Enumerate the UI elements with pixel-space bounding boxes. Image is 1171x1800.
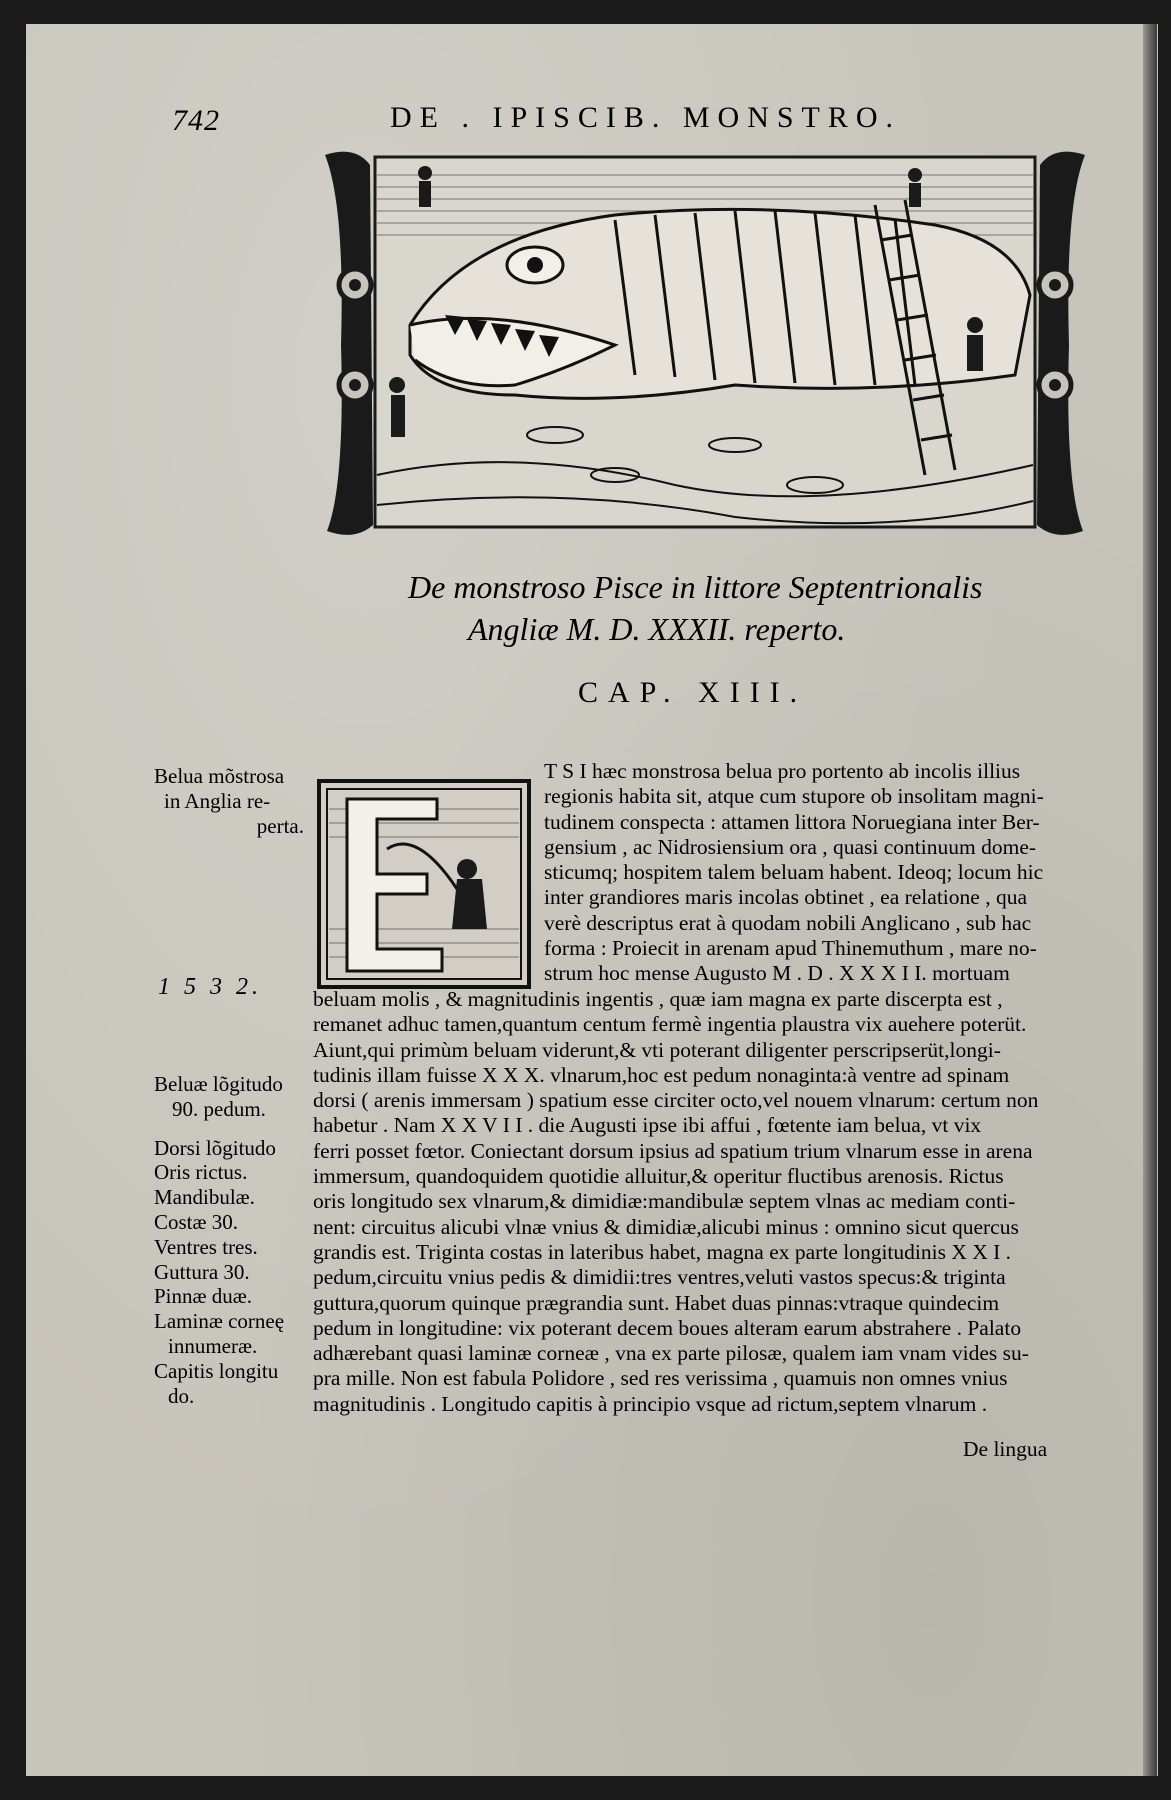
- text-line: ferri posset fœtor. Coniectant dorsum ipsius ad spatium trium vlnarum esse in arena: [313, 1138, 1033, 1163]
- margin-line: Mandibulæ.: [154, 1185, 255, 1210]
- text-line: Aiunt,qui primùm beluam viderunt,& vti poterant diligenter perscripserüt,longi-: [313, 1037, 1001, 1062]
- text-line: tudinis illam fuisse X X X. vlnarum,hoc est pedum nonaginta:à ventre ad spinam: [313, 1062, 1010, 1087]
- text-line: strum hoc mense Augusto M . D . X X X I I. mortuam: [544, 961, 1010, 986]
- margin-line: Pinnæ duæ.: [154, 1284, 253, 1309]
- margin-line: Capitis longitu: [154, 1358, 279, 1383]
- body-text-full: [313, 987, 1038, 1417]
- text-line: oris longitudo sex vlnarum,& dimidiæ:mandibulæ septem vlnas ac mediam conti-: [313, 1189, 1016, 1214]
- text-line: remanet adhuc tamen,quantum centum fermè ingentia plaustra vix auehere poterüt.: [313, 1012, 1027, 1037]
- margin-note-belua: [154, 764, 304, 838]
- body-text-indented: [544, 759, 1044, 987]
- text-line: gensium , ac Nidrosiensium ora , quasi continuum dome-: [544, 834, 1037, 859]
- margin-line: Ventres tres.: [154, 1234, 258, 1259]
- text-line: pedum in longitudine: vix poterant decem boues alteram earum abstrahere . Palato: [313, 1315, 1022, 1340]
- margin-year: 1 5 3 2.: [158, 974, 262, 1000]
- margin-line: in Anglia re-: [164, 788, 271, 813]
- margin-line: innumeræ.: [168, 1333, 258, 1358]
- margin-line: Costæ 30.: [154, 1209, 239, 1234]
- text-line: sticumq; hospitem talem beluam habent. Ideoq; locum hic: [544, 860, 1044, 885]
- text-line: beluam molis , & magnitudinis ingentis , quæ iam magna ex parte discerpta est ,: [313, 987, 1003, 1011]
- text-line: guttura,quorum quinque prægrandia sunt. Habet duas pinnas:vtraque quindecim: [313, 1290, 1000, 1315]
- margin-line: Dorsi lõgitudo: [154, 1135, 276, 1160]
- title-line-1: De monstroso Pisce in littore Septentrionalis: [408, 569, 983, 605]
- text-line: tudinem conspecta : attamen littora Noruegiana inter Ber-: [544, 809, 1040, 834]
- page-number: 742: [172, 104, 220, 137]
- text-line: adhærebant quasi laminæ corneæ , vna ex parte pilosæ, qualem iam vnam vides su-: [313, 1341, 1029, 1366]
- margin-line: Belua mõstrosa: [154, 764, 285, 788]
- chapter-number: CAP. XIII.: [578, 676, 808, 709]
- margin-line: [154, 1122, 284, 1136]
- text-line: inter grandiores maris incolas obtinet , ea relatione , qua: [544, 885, 1027, 910]
- text-line: forma : Proiecit in arenam apud Thinemuthum , mare no-: [544, 936, 1037, 961]
- running-head: DE . IPISCIB. MONSTRO.: [390, 101, 902, 134]
- monster-eye: [507, 247, 563, 283]
- margin-line: 90. pedum.: [172, 1096, 266, 1121]
- catchword: De lingua: [963, 1437, 1048, 1461]
- margin-note-dimensions: [154, 1072, 284, 1408]
- ornamental-frame-right: [1037, 152, 1085, 535]
- page-edge: [1143, 24, 1157, 1776]
- woodcut-illustration: [315, 145, 1095, 541]
- text-line: pra mille. Non est fabula Polidore , sed res verissima , quamuis non omnes vnius: [313, 1366, 1008, 1391]
- ornamental-frame-left: [325, 152, 373, 535]
- text-line: T S I hæc monstrosa belua pro portento ab incolis illius: [544, 759, 1021, 783]
- margin-line: Guttura 30.: [154, 1259, 250, 1284]
- text-line: regionis habita sit, atque cum stupore ob insolitam magni-: [544, 784, 1044, 809]
- text-line: grandis est. Triginta costas in lateribus habet, magna ex parte longitudinis X X I .: [313, 1239, 1012, 1264]
- margin-line: Oris rictus.: [154, 1160, 248, 1185]
- text-line: magnitudinis . Longitudo capitis à principio vsque ad rictum,septem vlnarum .: [313, 1391, 988, 1416]
- show-through: [150, 318, 300, 478]
- margin-line: do.: [168, 1383, 195, 1408]
- text-line: habetur . Nam X X V I I . die Augusti ipse ibi affui , fœtente iam belua, vt vix: [313, 1113, 982, 1138]
- title-line-2: Angliæ M. D. XXXII. reperto.: [468, 611, 846, 647]
- text-line: dorsi ( arenis immersam ) spatium esse circiter octo,vel nouem vlnarum: certum non: [313, 1088, 1039, 1113]
- margin-line: Laminæ corneę: [154, 1309, 285, 1334]
- margin-line: perta.: [256, 813, 304, 838]
- text-line: nent: circuitus alicubi vlnæ vnius & dimidiæ,alicubi minus : omnino sicut quercus: [313, 1214, 1019, 1239]
- text-line: immersum, quandoquidem quotidie alluitur,& operitur fluctibus arenosis. Rictus: [313, 1164, 1004, 1189]
- text-line: pedum,circuitu vnius pedis & dimidii:tres ventres,veluti vastos specus:& triginta: [313, 1265, 1006, 1290]
- margin-line: Beluæ lõgitudo: [154, 1072, 283, 1096]
- text-line: verè descriptus erat à quodam nobili Anglicano , sub hac: [544, 910, 1032, 935]
- decorated-initial-e: [317, 779, 531, 989]
- chapter-title: [408, 566, 1048, 650]
